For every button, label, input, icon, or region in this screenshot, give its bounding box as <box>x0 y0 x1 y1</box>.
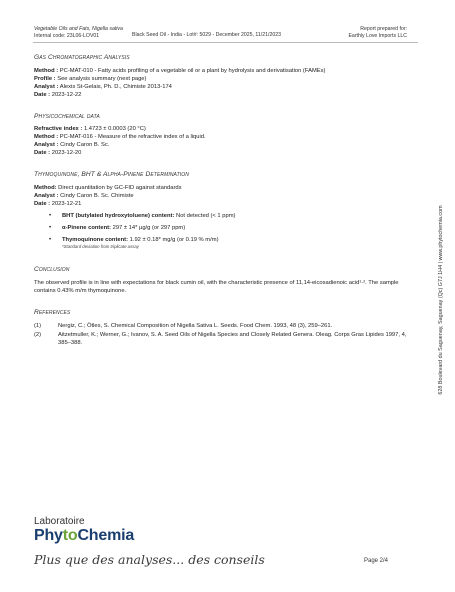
header-prepared-for: Report prepared for: <box>360 26 407 32</box>
thymo-analyst: Analyst : Cindy Caron B. Sc. Chimiste <box>34 192 134 199</box>
report-content <box>34 50 412 349</box>
gc-profile: Profile : See analysis summary (next page) <box>34 75 147 82</box>
header-internal-code: Internal code: 23L06-LOV01 <box>34 32 100 39</box>
section-title-physico: Physicochemical data <box>34 112 100 120</box>
section-title-thymoquinone: Thymoquinone, BHT & Alpha-Pinene Determination <box>34 171 189 179</box>
section-title-conclusion: Conclusion <box>34 266 70 274</box>
thymo-date: Date : 2023-12-21 <box>34 200 82 207</box>
header-client: Earthly Love Imports LLC <box>348 32 407 39</box>
bullet-icon: • <box>49 236 52 243</box>
header-left <box>34 26 123 39</box>
logo-leaf-accent: to <box>62 527 78 544</box>
header-lot-info: Black Seed Oil - India - Lot#: 5029 - December 2025, 11/21/2023 <box>132 32 281 38</box>
list-item-bht: • BHT (butylated hydroxytoluene) content: Not detected (< 1 ppm) <box>49 212 236 219</box>
sidebar-address: 628 Boulevard du Saguenay, Saguenay (Qc) G7J 1H4 | www.phytochemia.com <box>438 205 444 395</box>
header-product: Vegetable Oils and Fats, Nigella sativa <box>34 26 123 32</box>
page-number: Page 2/4 <box>364 558 389 564</box>
list-item-reference: (2) Aitzetmuller, K.; Werner, G.; Ivanov, S. A. Seed Oils of Nigella Species and Closely Related Genera. Oleag. Corps Gras Lipides 1997, 4, 385–388. <box>34 331 407 346</box>
physico-refractive-index: Refractive index : 1.4723 ± 0.0003 (20 °C) <box>34 126 146 133</box>
list-item-thymoquinone: • Thymoquinone content: 1.92 ± 0.18* mg/g (or 0.19 % m/m) *Standard deviation from triplicate assay <box>34 237 412 250</box>
footnote-std-dev: *Standard deviation from triplicate assay <box>62 244 139 250</box>
physico-analyst: Analyst : Cindy Caron B. Sc. <box>34 142 110 149</box>
references-list <box>34 323 412 348</box>
list-item-alpha-pinene: • α-Pinene content: 297 ± 14* µg/g (or 297 ppm) <box>49 224 186 231</box>
logo-laboratoire: Laboratoire <box>34 516 85 527</box>
gc-date: Date : 2023-12-22 <box>34 91 82 98</box>
thymo-method: Method: Direct quantitation by GC-FID against standards <box>34 184 182 191</box>
physico-method: Method : PC-MAT-016 - Measure of the refractive index of a liquid. <box>34 134 206 141</box>
gc-method: Method : PC-MAT-010 - Fatty acids profiling of a vegetable oil or a plant by hydrolysis and derivatisation (FAMEs) <box>34 67 326 74</box>
tagline: Plus que des analyses... des conseils <box>34 552 265 567</box>
gc-analyst: Analyst : Alexis St-Gelais, Ph. D., Chimiste 2013-174 <box>34 83 172 90</box>
thymo-results-list <box>34 213 412 250</box>
header-right <box>348 26 407 39</box>
section-title-gc: Gas Chromatographic Analysis <box>34 54 130 61</box>
list-item-reference: (1) Nergiz, C.; Ötles, S. Chemical Composition of Nigella Sativa L. Seeds. Food Chem. 1993, 48 (3), 259–261. <box>34 323 333 330</box>
logo-phytochemia: PhytoChemia <box>34 527 135 544</box>
conclusion-text: The observed profile is in line with expectations for black cumin oil, with the characteristic presence of 11,14-eicosadienoic acid¹·². The sample contains 0.43% m/m thymoquinone. <box>34 280 399 295</box>
bullet-icon: • <box>49 224 52 231</box>
header-divider <box>33 42 418 43</box>
bullet-icon: • <box>49 212 52 219</box>
section-title-references: References <box>34 309 71 317</box>
physico-date: Date : 2023-12-20 <box>34 150 82 157</box>
